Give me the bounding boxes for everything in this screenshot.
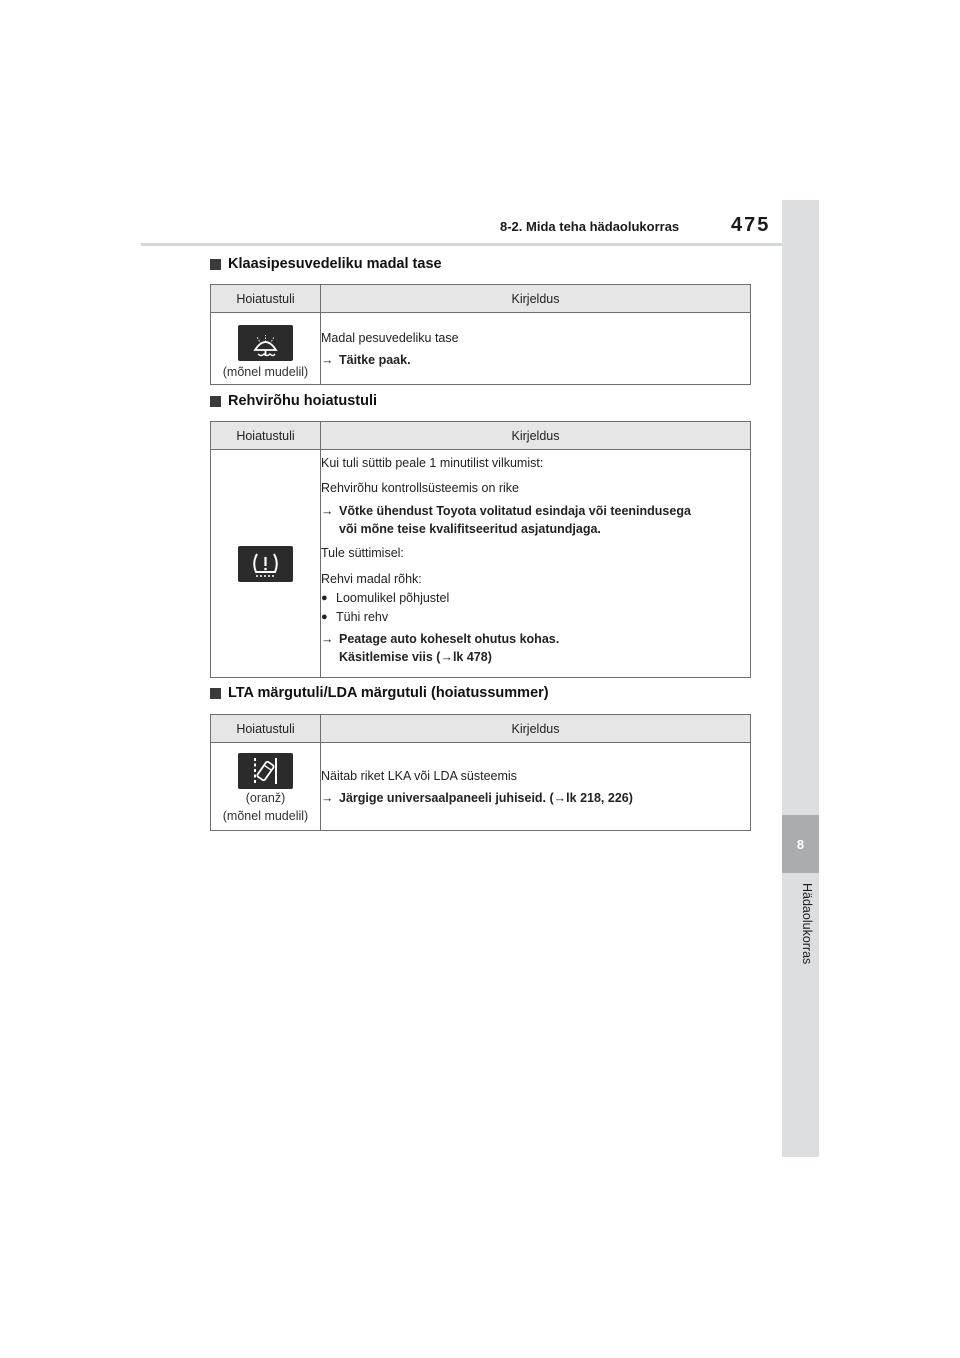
- indicator-cell: [211, 743, 321, 831]
- action-line: [321, 351, 750, 369]
- arrow-icon: →: [553, 790, 567, 805]
- arrow-icon: →: [321, 632, 334, 646]
- chapter-label: Hädaolukorras: [800, 883, 814, 965]
- icon-caption: (oranž): [245, 790, 286, 805]
- section-title: Klaasipesuvedeliku madal tase: [228, 256, 442, 272]
- description-text: Rehvi madal rõhk:: [321, 572, 422, 586]
- description-cell: [321, 743, 751, 831]
- square-bullet-icon: [210, 259, 221, 270]
- action-text: Võtke ühendust Toyota volitatud esindaja või teenindusega: [339, 504, 691, 518]
- header-rule: [141, 243, 782, 246]
- arrow-icon: →: [321, 504, 334, 518]
- arrow-icon: →: [321, 790, 334, 805]
- page-reference: lk 218, 226): [566, 790, 633, 805]
- indicator-cell: [211, 450, 321, 678]
- column-header-indicator: Hoiatustuli: [211, 715, 321, 743]
- warning-table-lane: [210, 714, 751, 831]
- action-line: [321, 630, 750, 666]
- description-text: Tule süttimisel:: [321, 546, 404, 560]
- header-section-title: 8-2. Mida teha hädaolukorras: [500, 219, 680, 234]
- page-reference: lk 478): [452, 650, 492, 664]
- warning-table-tire: [210, 421, 751, 678]
- square-bullet-icon: [210, 396, 221, 407]
- column-header-description: Kirjeldus: [321, 285, 751, 313]
- section-heading-washer: [210, 256, 442, 272]
- action-line: [321, 789, 750, 807]
- description-text: Kui tuli süttib peale 1 minutilist vilkumist:: [321, 456, 544, 470]
- section-heading-tire: [210, 393, 377, 409]
- indicator-cell: [211, 313, 321, 385]
- lane-assist-icon: [238, 753, 293, 789]
- description-text: Madal pesuvedeliku tase: [321, 330, 459, 345]
- column-header-description: Kirjeldus: [321, 715, 751, 743]
- column-header-indicator: Hoiatustuli: [211, 422, 321, 450]
- list-item-text: Loomulikel põhjustel: [336, 591, 450, 605]
- description-text: Rehvirõhu kontrollsüsteemis on rike: [321, 481, 520, 495]
- section-title: LTA märgutuli/LDA märgutuli (hoiatussummer): [228, 685, 549, 701]
- warning-table-washer: [210, 284, 751, 385]
- description-cell: [321, 313, 751, 385]
- square-bullet-icon: [210, 688, 221, 699]
- page-number: 475: [731, 214, 771, 236]
- description-cell: [321, 450, 751, 678]
- action-line: [321, 502, 750, 538]
- bullet-icon: ●: [321, 592, 328, 604]
- description-text: Näitab riket LKA või LDA süsteemis: [321, 768, 517, 783]
- arrow-icon: →: [440, 650, 453, 664]
- action-text: Käsitlemise viis (: [339, 650, 441, 664]
- action-text: Järgige universaalpaneeli juhiseid. (: [339, 790, 554, 805]
- action-text: või mõne teise kvalifitseeritud asjatundjaga.: [339, 522, 601, 536]
- arrow-icon: →: [321, 352, 334, 367]
- tire-pressure-icon: [238, 546, 293, 582]
- list-item-text: Tühi rehv: [336, 610, 389, 624]
- washer-fluid-icon: [238, 325, 293, 361]
- bullet-icon: ●: [321, 611, 328, 623]
- chapter-tab: 8: [782, 815, 819, 873]
- column-header-indicator: Hoiatustuli: [211, 285, 321, 313]
- icon-caption: (mõnel mudelil): [222, 808, 309, 823]
- column-header-description: Kirjeldus: [321, 422, 751, 450]
- action-text: Peatage auto koheselt ohutus kohas.: [339, 632, 560, 646]
- side-strip: [782, 200, 819, 1157]
- icon-caption: (mõnel mudelil): [222, 364, 309, 379]
- list-item: [321, 589, 750, 607]
- section-heading-lane: [210, 685, 549, 701]
- action-text: Täitke paak.: [339, 352, 411, 367]
- section-title: Rehvirõhu hoiatustuli: [228, 393, 378, 409]
- list-item: [321, 608, 750, 626]
